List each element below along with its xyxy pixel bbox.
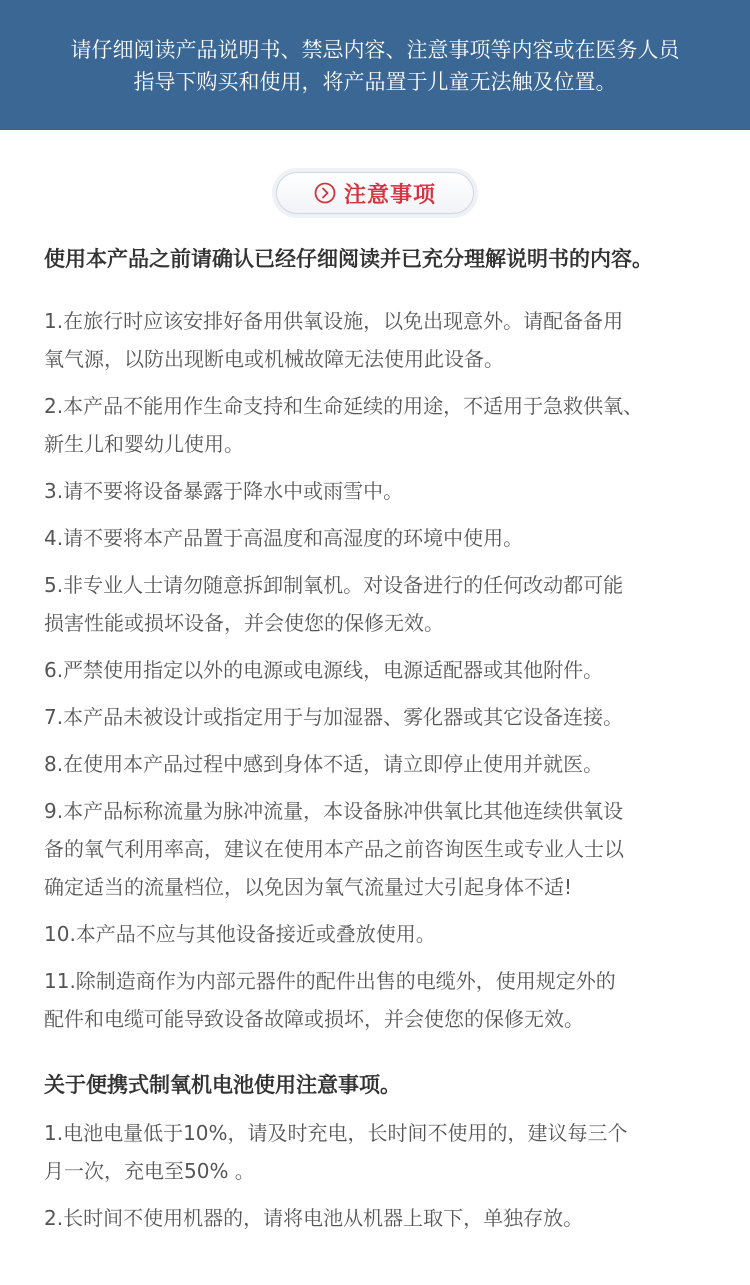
intro-heading: 使用本产品之前请确认已经仔细阅读并已充分理解说明书的内容。 [44,247,653,271]
precaution-item [44,698,724,736]
precaution-item-line: 氧气源，以防出现断电或机械故障无法使用此设备。 [44,347,504,371]
battery-precaution-item [44,1199,724,1237]
precaution-item [44,651,724,689]
section-title: 注意事项 [343,182,436,208]
precaution-item [44,962,724,1038]
precaution-item-line: 5.非专业人士请勿随意拆卸制氧机。对设备进行的任何改动都可能 [44,573,624,597]
precaution-item [44,915,724,953]
battery-precaution-item-line: 2.长时间不使用机器的，请将电池从机器上取下，单独存放。 [44,1206,584,1230]
battery-precaution-item-line: 1.电池电量低于10%，请及时充电，长时间不使用的，建议每三个 [44,1121,628,1145]
warning-banner [0,0,750,130]
banner-line-1: 请仔细阅读产品说明书、禁忌内容、注意事项等内容或在医务人员 [70,38,680,62]
precaution-item-line: 2.本产品不能用作生命支持和生命延续的用途，不适用于急救供氧、 [44,394,644,418]
battery-precaution-item-line: 月一次，充电至50% 。 [44,1159,255,1183]
precautions-list [44,302,724,1038]
precaution-item [44,792,724,906]
precaution-item-line: 3.请不要将设备暴露于降水中或雨雪中。 [44,479,404,503]
precaution-item-line: 6.严禁使用指定以外的电源或电源线，电源适配器或其他附件。 [44,658,604,682]
precaution-item [44,745,724,783]
banner-line-2: 指导下购买和使用，将产品置于儿童无法触及位置。 [133,70,617,94]
precaution-item-line: 11.除制造商作为内部元器件的配件出售的电缆外，使用规定外的 [44,969,616,993]
battery-precautions-list [44,1114,724,1237]
precaution-item-line: 确定适当的流量档位，以免因为氧气流量过大引起身体不适! [44,875,573,899]
precaution-item [44,387,724,463]
precaution-item [44,302,724,378]
notice-content [44,240,724,1246]
precaution-item-line: 备的氧气利用率高，建议在使用本产品之前咨询医生或专业人士以 [44,837,624,861]
precaution-item-line: 9.本产品标称流量为脉冲流量，本设备脉冲供氧比其他连续供氧设 [44,799,624,823]
precaution-item [44,566,724,642]
precaution-item-line: 8.在使用本产品过程中感到身体不适，请立即停止使用并就医。 [44,752,604,776]
precaution-item-line: 新生儿和婴幼儿使用。 [44,432,244,456]
precaution-item-line: 7.本产品未被设计或指定用于与加湿器、雾化器或其它设备连接。 [44,705,624,729]
precaution-item-line: 1.在旅行时应该安排好备用供氧设施，以免出现意外。请配备备用 [44,309,624,333]
circle-chevron-right-icon [314,182,336,204]
precaution-item-line: 损害性能或损坏设备，并会使您的保修无效。 [44,611,444,635]
section-title-badge [272,168,478,218]
precaution-item-line: 4.请不要将本产品置于高温度和高湿度的环境中使用。 [44,526,524,550]
battery-heading: 关于便携式制氧机电池使用注意事项。 [44,1073,401,1097]
precaution-item-line: 10.本产品不应与其他设备接近或叠放使用。 [44,922,436,946]
section-title-pill [276,172,474,214]
precaution-item-line: 配件和电缆可能导致设备故障或损坏，并会使您的保修无效。 [44,1007,584,1031]
precaution-item [44,472,724,510]
precaution-item [44,519,724,557]
battery-precaution-item [44,1114,724,1190]
